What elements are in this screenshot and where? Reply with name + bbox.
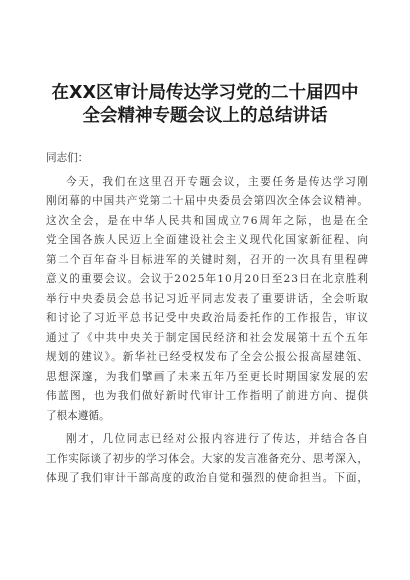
paragraph-line: 思想深邃，为我们擘画了未来五年乃至更长时期国家发展的宏 bbox=[46, 370, 370, 383]
salutation: 同志们： bbox=[46, 152, 89, 164]
title-line-2: 全会精神专题会议上的总结讲话 bbox=[82, 106, 328, 126]
paragraph-line: 伟蓝图，也为我们做好新时代审计工作指明了前进方向、提供 bbox=[46, 390, 370, 402]
paragraph-line: 这次全会，是在中华人民共和国成立76周年之际，也是在全 bbox=[46, 214, 370, 227]
paragraph-line: 规划的建议》。新华社已经受权发布了全会公报公报高屋建瓴、 bbox=[46, 351, 370, 363]
paragraph-line: 刚才，几位同志已经对公报内容进行了传达，并结合各自 bbox=[66, 433, 370, 445]
document-title bbox=[20, 82, 390, 128]
paragraph-line: 和讨论了习近平总书记受中央政治局委托作的工作报告，审议 bbox=[46, 312, 370, 324]
paragraph-line: 意义的重要会议。会议于2025年10月20日至23日在北京胜利 bbox=[46, 273, 370, 285]
paragraph-line: 刚闭幕的中国共产党第二十届中央委员会第四次全体会议精神。 bbox=[46, 195, 369, 207]
paragraph-line: 第二个百年奋斗目标进军的关键时刻，召开的一次具有里程碑 bbox=[46, 253, 370, 266]
paragraph-line: 今天，我们在这里召开专题会议，主要任务是传达学习刚 bbox=[66, 175, 370, 188]
paragraph-line: 了根本遵循。 bbox=[46, 409, 110, 422]
paragraph-1 bbox=[46, 173, 368, 427]
paragraph-line: 党全国各族人民迈上全面建设社会主义现代化国家新征程、向 bbox=[46, 234, 370, 246]
paragraph-2 bbox=[46, 430, 368, 489]
title-line-1: 在XX区审计局传达学习党的二十届四中 bbox=[51, 83, 359, 103]
paragraph-line: 工作实际谈了初步的学习体会。大家的发言准备充分、思考深入， bbox=[46, 452, 369, 465]
paragraph-line: 通过了《中共中央关于制定国民经济和社会发展第十五个五年 bbox=[46, 331, 370, 344]
paragraph-line: 举行中央委员会总书记习近平同志发表了重要讲话，全会听取 bbox=[46, 292, 370, 305]
paragraph-line: 体现了我们审计干部高度的政治自觉和强烈的使命担当。下面， bbox=[46, 472, 369, 484]
document-body bbox=[46, 149, 368, 489]
